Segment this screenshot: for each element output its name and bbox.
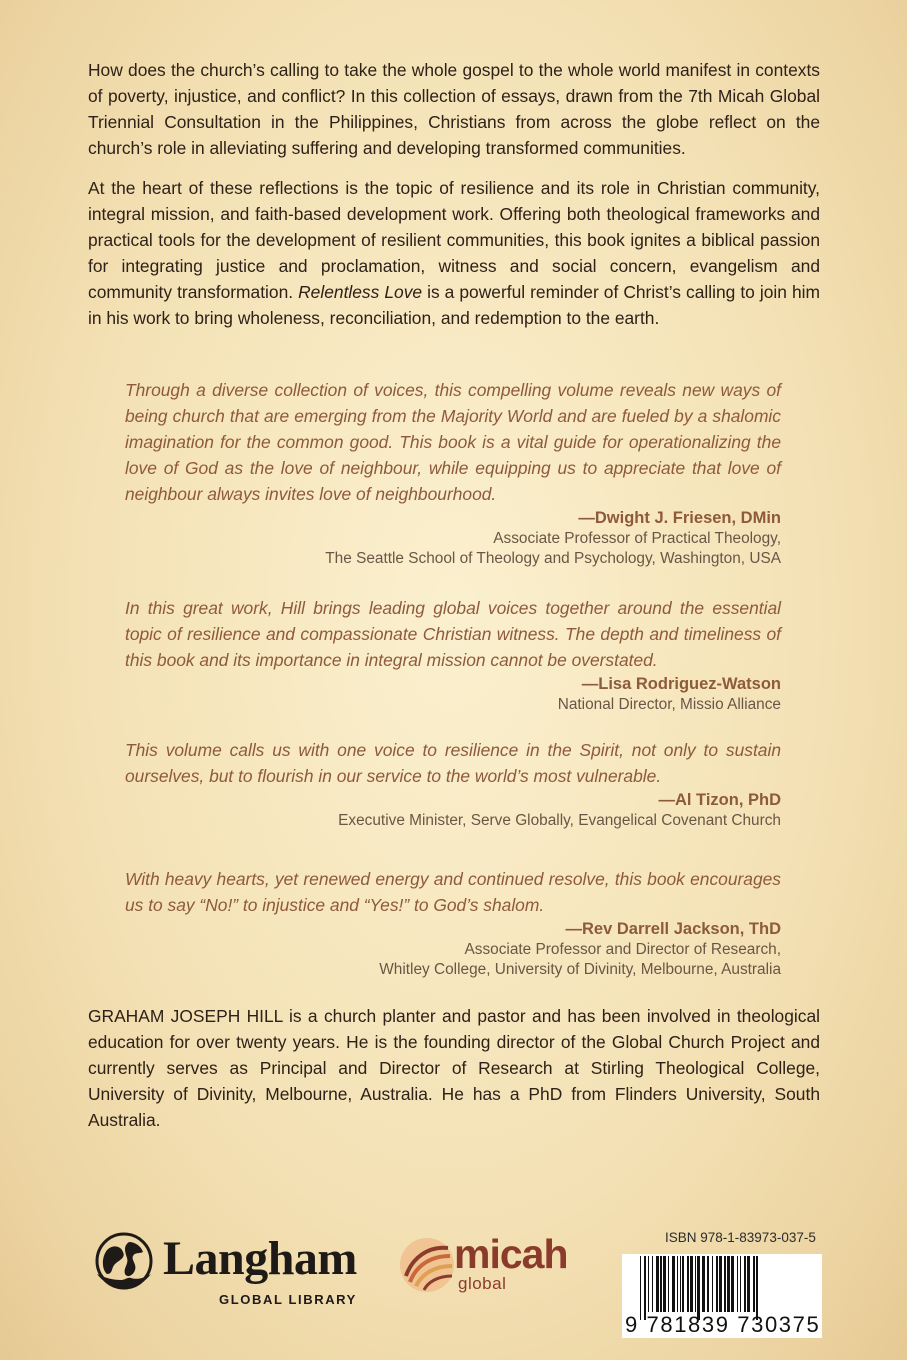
barcode-bar bbox=[682, 1256, 684, 1312]
endorsement-quote: Through a diverse collection of voices, this compelling volume reveals new ways of being church that are emerging from the Majority World and are fueled by a shalomic imagination for the common good. This book is a vital guide for operationalizing the love of God as the love of neighbour, while equipping us to appreciate that love of neighbour always invites love of neighbourhood. bbox=[125, 380, 781, 504]
endorsement-role: Associate Professor of Practical Theology, bbox=[493, 530, 781, 547]
barcode-bar bbox=[716, 1256, 718, 1312]
barcode-bar bbox=[677, 1256, 678, 1312]
intro-paragraph-2-start: At the heart of these reflections is the topic of resilience and its role in Christian community, integral mission, and faith-based development work. Offering both theological frameworks and practical tools for the development of resilient communities, this book ignites a biblical passion for integrating justice and proclamation, witness and social concern, evangelism and community transformation. bbox=[88, 178, 820, 302]
barcode-bar bbox=[640, 1256, 641, 1320]
book-title: Relentless Love bbox=[298, 282, 423, 302]
langham-subtitle: GLOBAL LIBRARY bbox=[219, 1292, 357, 1307]
barcode-bar bbox=[737, 1256, 738, 1312]
endorsement-quote: With heavy hearts, yet renewed energy and continued resolve, this book encourages us to say “No!” to injustice and “Yes!” to God’s shalom. bbox=[125, 869, 781, 915]
endorsement-name: —Al Tizon, PhD bbox=[658, 791, 781, 809]
endorsement-name: —Dwight J. Friesen, DMin bbox=[578, 509, 781, 527]
barcode-bar bbox=[663, 1256, 666, 1312]
barcode-bar bbox=[668, 1256, 669, 1312]
endorsement-role: National Director, Missio Alliance bbox=[557, 696, 781, 713]
barcode-bar bbox=[707, 1256, 709, 1312]
barcode-bar bbox=[731, 1256, 734, 1312]
endorsement-friesen bbox=[125, 377, 781, 569]
micah-logo bbox=[398, 1231, 588, 1304]
author-bio: GRAHAM JOSEPH HILL is a church planter and pastor and has been involved in theological education for over twenty years. He is the founding director of the Global Church Project and currently serves as Principal and Director of Research at Stirling Theological College, University of Divinity, Melbourne, Australia. He has a PhD from Flinders University, South Australia. bbox=[88, 1006, 820, 1130]
barcode-digits: 9 781839 730375 bbox=[625, 1312, 821, 1337]
langham-wordmark: Langham bbox=[163, 1232, 357, 1285]
barcode-bar bbox=[740, 1256, 741, 1312]
endorsement-role: Executive Minister, Serve Globally, Evangelical Covenant Church bbox=[338, 812, 781, 829]
endorsement-affiliation: The Seattle School of Theology and Psychology, Washington, USA bbox=[325, 550, 781, 567]
barcode-bar bbox=[690, 1256, 693, 1312]
micah-arcs-icon bbox=[398, 1236, 456, 1294]
isbn-barcode bbox=[628, 1256, 818, 1320]
micah-subtitle: global bbox=[458, 1274, 507, 1293]
barcode-bar bbox=[756, 1256, 758, 1320]
endorsement-name: —Lisa Rodriguez-Watson bbox=[581, 675, 781, 693]
endorsement-rodriguez-watson bbox=[125, 595, 781, 715]
barcode-bar bbox=[744, 1256, 746, 1312]
barcode-bar bbox=[702, 1256, 705, 1312]
globe-hands-icon bbox=[93, 1230, 155, 1292]
endorsement-tizon bbox=[125, 737, 781, 831]
barcode-bar bbox=[712, 1256, 713, 1312]
micah-wordmark: micah bbox=[454, 1231, 568, 1277]
endorsement-affiliation: Whitley College, University of Divinity, Melbourne, Australia bbox=[379, 961, 781, 978]
intro-paragraph-2-end: is a powerful reminder of Christ’s calling to join him in his work to bring wholeness, reconciliation, and redemption to the earth. bbox=[88, 282, 820, 328]
barcode-bar bbox=[753, 1256, 755, 1312]
barcode-bar bbox=[644, 1256, 646, 1320]
endorsement-quote: This volume calls us with one voice to resilience in the Spirit, not only to sustain ourselves, but to flourish in our service to the world’s most vulnerable. bbox=[125, 740, 781, 786]
barcode-bar bbox=[727, 1256, 730, 1312]
barcode-bar bbox=[719, 1256, 722, 1312]
intro-paragraph-1: How does the church’s calling to take the whole gospel to the whole world manifest in contexts of poverty, injustice, and conflict? In this collection of essays, drawn from the 7th Micah Global Triennial Consultation in the Philippines, Christians from across the globe reflect on the church’s role in alleviating suffering and developing transformed communities. bbox=[88, 60, 820, 158]
endorsement-quote: In this great work, Hill brings leading global voices together around the essential topic of resilience and compassionate Christian witness. The depth and timeliness of this book and its importance in integral mission cannot be overstated. bbox=[125, 598, 781, 670]
langham-logo bbox=[93, 1228, 363, 1310]
intro-paragraph-2 bbox=[88, 175, 820, 331]
barcode-bar bbox=[724, 1256, 726, 1312]
endorsement-name: —Rev Darrell Jackson, ThD bbox=[565, 920, 781, 938]
barcode-bar bbox=[672, 1256, 675, 1312]
barcode-bar bbox=[656, 1256, 659, 1312]
barcode-bar bbox=[660, 1256, 662, 1312]
endorsement-jackson bbox=[125, 866, 781, 980]
barcode-bar bbox=[680, 1256, 681, 1312]
endorsement-role: Associate Professor and Director of Research, bbox=[464, 941, 781, 958]
barcode-bar bbox=[652, 1256, 653, 1312]
barcode-bar bbox=[687, 1256, 689, 1312]
barcode-bar bbox=[747, 1256, 750, 1312]
barcode-bar bbox=[648, 1256, 649, 1312]
barcode-bar bbox=[695, 1256, 696, 1312]
barcode-bar bbox=[697, 1256, 700, 1320]
isbn-label: ISBN 978-1-83973-037-5 bbox=[665, 1230, 816, 1245]
